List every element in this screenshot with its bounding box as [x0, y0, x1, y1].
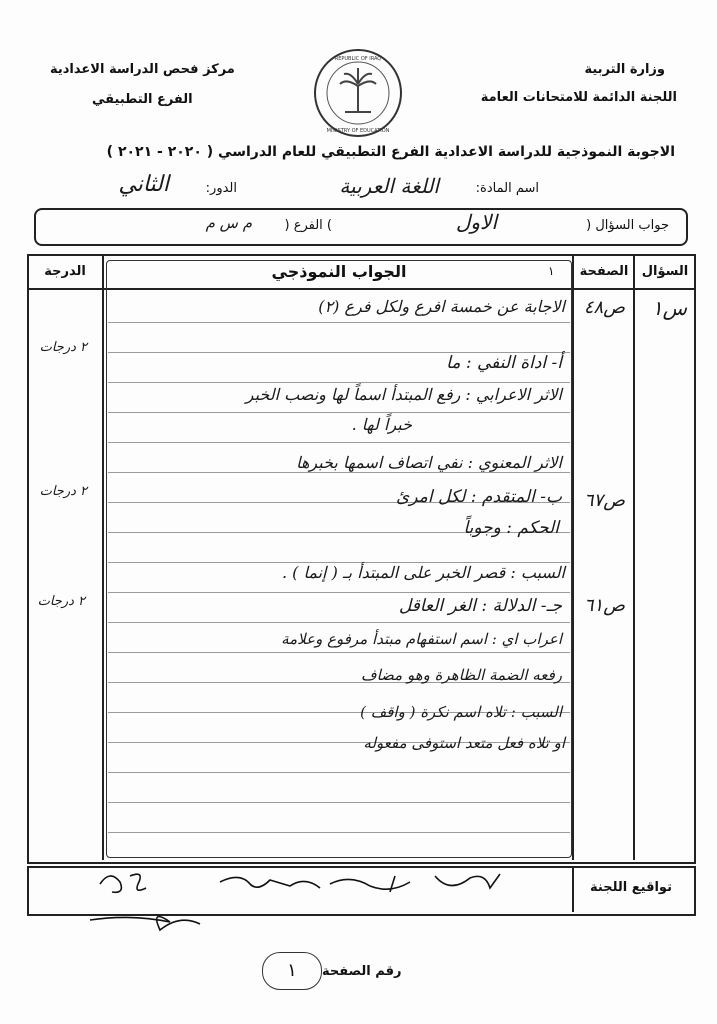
ruled-line	[108, 592, 570, 593]
question-cell: س١	[651, 296, 687, 320]
answer-line: الاثر المعنوي : نفي اتصاف اسمها بخبرها	[296, 453, 562, 472]
answer-line: اعراب اي : اسم استفهام مبتدأ مرفوع وعلامة	[281, 630, 562, 648]
signatures-scribbles	[90, 864, 530, 934]
signatures-divider	[572, 868, 574, 912]
center-name: مركز فحص الدراسة الاعدادية	[50, 62, 235, 77]
grade-cell: ٢ درجات	[39, 484, 87, 499]
branch-department: الفرع التطبيقي	[92, 92, 193, 107]
ruled-line	[108, 442, 570, 443]
page-number: ١	[262, 952, 322, 990]
answer-line: رفعه الضمة الظاهرة وهو مضاف	[361, 666, 562, 684]
committee-name: اللجنة الدائمة للامتحانات العامة	[480, 90, 677, 105]
ruled-line	[108, 802, 570, 803]
seal-text-bottom: MINISTRY OF EDUCATION	[326, 128, 390, 134]
answer-line: الحكم : وجوباً	[463, 518, 559, 538]
subject-value: اللغة العربية	[339, 174, 439, 198]
answer-line: ب- المتقدم : لكل امرئ	[396, 487, 562, 507]
subject-label: اسم المادة:	[475, 181, 539, 196]
ruled-line	[108, 412, 570, 413]
ruled-line	[108, 772, 570, 773]
round-value: الثاني	[118, 172, 169, 197]
answer-line: الاجابة عن خمسة افرع ولكل فرع (٢)	[318, 297, 565, 316]
ministry-seal	[313, 48, 403, 138]
answer-line: أ- اداة النفي : ما	[446, 353, 562, 373]
col-grade-header: الدرجة	[44, 264, 86, 279]
answer-line: خبراً لها .	[351, 415, 412, 434]
answer-line: او تلاه فعل متعد استوفى مفعوله	[363, 734, 565, 752]
question-label: جواب السؤال (	[586, 218, 669, 233]
page-cell: ص٦١	[583, 595, 625, 616]
page-label: رقم الصفحة	[322, 964, 402, 979]
ruled-line	[108, 382, 570, 383]
col-question-header: السؤال	[641, 264, 689, 279]
grade-cell: ٢ درجات	[39, 340, 87, 355]
ruled-line	[108, 652, 570, 653]
answer-line: الاثر الاعرابي : رفع المبتدأ اسماً لها ونصب الخبر	[245, 385, 562, 404]
col-sep-question	[633, 256, 635, 860]
answer-line: السبب : تلاه اسم نكرة ( واقف )	[360, 703, 562, 721]
col-answer-header: الجواب النموذجي	[271, 262, 407, 281]
seal-text-top: REPUBLIC OF IRAQ	[334, 56, 382, 62]
page-cell: ص٦٧	[583, 490, 625, 511]
ruled-line	[108, 322, 570, 323]
branch-value: م س م	[205, 214, 252, 232]
main-title: الاجوبة النموذجية للدراسة الاعدادية الفرع التطبيقي للعام الدراسي ( ٢٠٢٠ - ٢٠٢١ )	[106, 144, 675, 160]
page-cell: ص٤٨	[583, 297, 625, 318]
ruled-line	[108, 622, 570, 623]
signatures-label: تواقيع اللجنة	[590, 880, 672, 895]
col-sep-grade	[102, 256, 104, 860]
answer-line: السبب : قصر الخبر على المبتدأ بـ ( إنما ) .	[281, 563, 565, 582]
round-label: الدور:	[205, 181, 237, 196]
branch-label: ) الفرع (	[284, 218, 332, 233]
answer-frame	[106, 260, 572, 858]
page-num-small: ١	[548, 264, 555, 278]
grade-cell: ٢ درجات	[37, 594, 85, 609]
col-sep-page	[572, 256, 574, 860]
answer-line: جـ- الدلالة : الغر العاقل	[398, 596, 562, 616]
col-page-header: الصفحة	[579, 264, 629, 279]
ministry-name: وزارة التربية	[584, 62, 665, 77]
ruled-line	[108, 472, 570, 473]
question-value: الاول	[455, 210, 497, 234]
ruled-line	[108, 832, 570, 833]
